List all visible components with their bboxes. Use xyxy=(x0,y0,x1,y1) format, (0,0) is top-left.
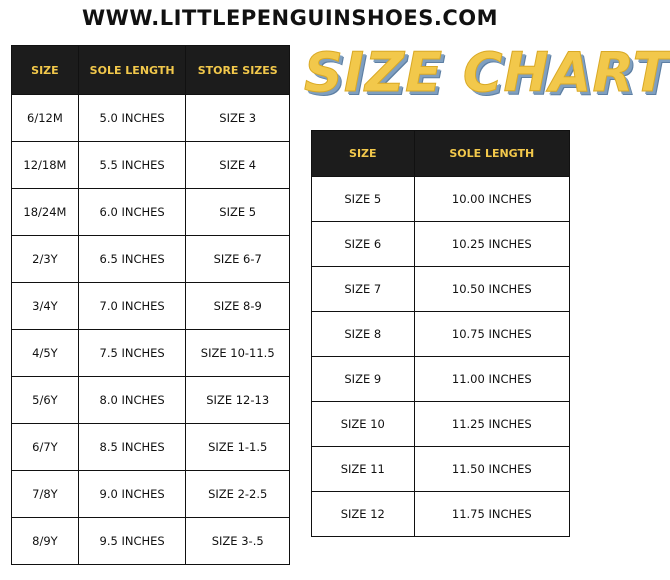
sole-length-cell: 11.00 INCHES xyxy=(414,357,569,402)
right-size-table xyxy=(311,130,570,537)
site-url: WWW.LITTLEPENGUINSHOES.COM xyxy=(82,6,498,30)
size-cell: 7/8Y xyxy=(12,471,79,518)
table-row xyxy=(312,222,570,267)
sole-length-cell: 10.25 INCHES xyxy=(414,222,569,267)
sole-length-cell: 7.0 INCHES xyxy=(78,283,186,330)
size-cell: SIZE 8 xyxy=(312,312,415,357)
size-chart-title: SIZE CHART xyxy=(304,41,670,104)
table-row xyxy=(312,357,570,402)
sole-length-cell: 7.5 INCHES xyxy=(78,330,186,377)
store-size-cell: SIZE 2-2.5 xyxy=(186,471,290,518)
size-cell: SIZE 12 xyxy=(312,492,415,537)
sole-length-cell: 6.5 INCHES xyxy=(78,236,186,283)
size-cell: 12/18M xyxy=(12,142,79,189)
sole-length-cell: 10.50 INCHES xyxy=(414,267,569,312)
sole-length-cell: 10.00 INCHES xyxy=(414,177,569,222)
store-size-cell: SIZE 12-13 xyxy=(186,377,290,424)
size-cell: 8/9Y xyxy=(12,518,79,565)
table-row xyxy=(312,402,570,447)
sole-length-cell: 11.25 INCHES xyxy=(414,402,569,447)
sole-length-cell: 11.50 INCHES xyxy=(414,447,569,492)
store-size-cell: SIZE 10-11.5 xyxy=(186,330,290,377)
sole-length-cell: 9.5 INCHES xyxy=(78,518,186,565)
store-size-cell: SIZE 4 xyxy=(186,142,290,189)
size-cell: 5/6Y xyxy=(12,377,79,424)
table-row xyxy=(312,267,570,312)
table-row xyxy=(12,236,290,283)
size-cell: SIZE 10 xyxy=(312,402,415,447)
store-size-cell: SIZE 6-7 xyxy=(186,236,290,283)
table-header-row xyxy=(12,46,290,95)
header-size: SIZE xyxy=(312,131,415,177)
table-row xyxy=(12,518,290,565)
table-row xyxy=(12,142,290,189)
size-cell: SIZE 9 xyxy=(312,357,415,402)
size-cell: SIZE 11 xyxy=(312,447,415,492)
header-size: SIZE xyxy=(12,46,79,95)
sole-length-cell: 5.5 INCHES xyxy=(78,142,186,189)
table-row xyxy=(12,189,290,236)
size-cell: SIZE 5 xyxy=(312,177,415,222)
sole-length-cell: 6.0 INCHES xyxy=(78,189,186,236)
header-store-sizes: STORE SIZES xyxy=(186,46,290,95)
size-cell: 2/3Y xyxy=(12,236,79,283)
table-row xyxy=(12,471,290,518)
table-row xyxy=(12,330,290,377)
left-size-table xyxy=(11,45,290,565)
store-size-cell: SIZE 8-9 xyxy=(186,283,290,330)
sole-length-cell: 8.0 INCHES xyxy=(78,377,186,424)
table-row xyxy=(312,492,570,537)
store-size-cell: SIZE 1-1.5 xyxy=(186,424,290,471)
size-cell: SIZE 7 xyxy=(312,267,415,312)
sole-length-cell: 8.5 INCHES xyxy=(78,424,186,471)
size-cell: 6/7Y xyxy=(12,424,79,471)
header-sole-length: SOLE LENGTH xyxy=(414,131,569,177)
table-row xyxy=(12,377,290,424)
table-row xyxy=(12,95,290,142)
table-row xyxy=(312,312,570,357)
table-row xyxy=(12,424,290,471)
table-row xyxy=(12,283,290,330)
store-size-cell: SIZE 5 xyxy=(186,189,290,236)
sole-length-cell: 11.75 INCHES xyxy=(414,492,569,537)
store-size-cell: SIZE 3-.5 xyxy=(186,518,290,565)
header-sole-length: SOLE LENGTH xyxy=(78,46,186,95)
table-row xyxy=(312,447,570,492)
sole-length-cell: 9.0 INCHES xyxy=(78,471,186,518)
table-header-row xyxy=(312,131,570,177)
store-size-cell: SIZE 3 xyxy=(186,95,290,142)
sole-length-cell: 10.75 INCHES xyxy=(414,312,569,357)
table-row xyxy=(312,177,570,222)
size-cell: 3/4Y xyxy=(12,283,79,330)
size-cell: SIZE 6 xyxy=(312,222,415,267)
sole-length-cell: 5.0 INCHES xyxy=(78,95,186,142)
size-cell: 4/5Y xyxy=(12,330,79,377)
size-cell: 6/12M xyxy=(12,95,79,142)
size-cell: 18/24M xyxy=(12,189,79,236)
